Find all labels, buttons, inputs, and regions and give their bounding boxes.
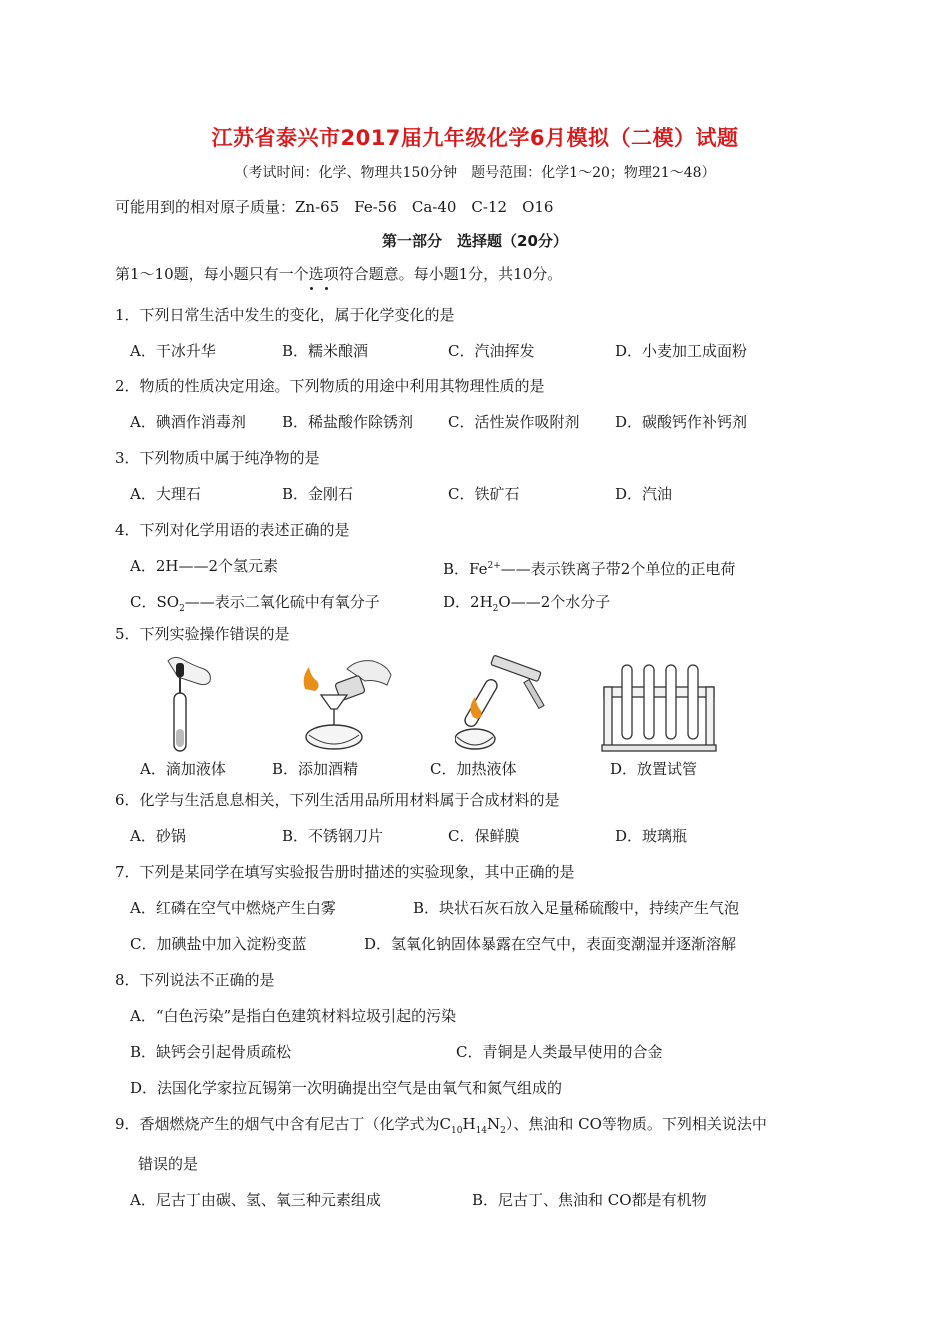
dropper-figure	[150, 655, 220, 755]
question-9-stem-continued: 错误的是	[138, 1155, 199, 1173]
heating-tube-figure	[455, 655, 555, 755]
q6-option-b[interactable]: B．不锈钢刀片	[282, 827, 384, 845]
section-title: 第一部分 选择题（20分）	[382, 232, 568, 250]
question-5-stem: 5．下列实验操作错误的是	[115, 625, 290, 643]
q8-option-b[interactable]: B．缺钙会引起骨质疏松	[130, 1043, 292, 1061]
q7-option-d[interactable]: D．氢氧化钠固体暴露在空气中，表面变潮湿并逐渐溶解	[364, 935, 737, 953]
q5-option-c[interactable]: C．加热液体	[430, 760, 517, 778]
q8-option-a[interactable]: A．“白色污染”是指白色建筑材料垃圾引起的污染	[130, 1007, 457, 1025]
q3-option-a[interactable]: A．大理石	[130, 485, 201, 503]
q8-option-c[interactable]: C．青铜是人类最早使用的合金	[456, 1043, 663, 1061]
q2-option-b[interactable]: B．稀盐酸作除锈剂	[282, 413, 414, 431]
question-3-stem: 3．下列物质中属于纯净物的是	[115, 449, 320, 467]
q9-option-b[interactable]: B．尼古丁、焦油和 CO都是有机物	[472, 1191, 707, 1209]
q6-option-d[interactable]: D．玻璃瓶	[615, 827, 688, 845]
q4-option-d[interactable]: D．$2H_2O——2$个水分子	[443, 593, 611, 614]
q2-option-a[interactable]: A．碘酒作消毒剂	[130, 413, 246, 431]
exam-subtitle: （考试时间：化学、物理共150分钟 题号范围：化学1～20；物理21～48）	[234, 165, 716, 181]
q3-option-d[interactable]: D．汽油	[615, 485, 673, 503]
q3-option-c[interactable]: C．铁矿石	[448, 485, 520, 503]
q6-option-a[interactable]: A．砂锅	[130, 827, 186, 845]
q9-option-a[interactable]: A．尼古丁由碳、氢、氧三种元素组成	[130, 1191, 381, 1209]
q3-option-b[interactable]: B．金刚石	[282, 485, 354, 503]
test-tube-rack-figure	[600, 663, 718, 753]
page-title: 江苏省泰兴市2017届九年级化学6月模拟（二模）试题	[211, 126, 739, 150]
atomic-masses: 可能用到的相对原子质量：Zn-65 Fe-56 Ca-40 C-12 O16	[115, 198, 554, 216]
q4-option-c[interactable]: C．$SO_2——$表示二氧化硫中有氧分子	[130, 593, 380, 614]
question-1-stem: 1．下列日常生活中发生的变化，属于化学变化的是	[115, 306, 455, 324]
q4-option-b[interactable]: B．$Fe^{2+}——$表示铁离子带2个单位的正电荷	[443, 560, 736, 578]
question-7-stem: 7．下列是某同学在填写实验报告册时描述的实验现象，其中正确的是	[115, 863, 575, 881]
q1-option-b[interactable]: B．糯米酿酒	[282, 342, 369, 360]
q8-option-d[interactable]: D．法国化学家拉瓦锡第一次明确提出空气是由氧气和氮气组成的	[130, 1079, 563, 1097]
question-9-stem: 9．香烟燃烧产生的烟气中含有尼古丁（化学式为$C_{10}H_{14}N_2$）、焦油和 CO等物质。下列相关说法中	[115, 1115, 767, 1136]
q1-option-d[interactable]: D．小麦加工成面粉	[615, 342, 748, 360]
q2-option-d[interactable]: D．碳酸钙作补钙剂	[615, 413, 748, 431]
q1-option-c[interactable]: C．汽油挥发	[448, 342, 535, 360]
q7-option-a[interactable]: A．红磷在空气中燃烧产生白雾	[130, 899, 336, 917]
q6-option-c[interactable]: C．保鲜膜	[448, 827, 520, 845]
q1-option-a[interactable]: A．干冰升华	[130, 342, 216, 360]
q7-option-c[interactable]: C．加碘盐中加入淀粉变蓝	[130, 935, 307, 953]
emphasis-dot	[310, 287, 313, 290]
q4-option-a[interactable]: A．2H——2个氢元素	[130, 557, 279, 575]
lab-figures	[0, 655, 950, 755]
alcohol-lamp-figure	[285, 655, 395, 755]
instructions: 第1～10题，每小题只有一个选项符合题意。每小题1分，共10分。	[115, 265, 563, 283]
question-2-stem: 2．物质的性质决定用途。下列物质的用途中利用其物理性质的是	[115, 377, 545, 395]
q2-option-c[interactable]: C．活性炭作吸附剂	[448, 413, 580, 431]
q7-option-b[interactable]: B．块状石灰石放入足量稀硫酸中，持续产生气泡	[413, 899, 740, 917]
q5-option-a[interactable]: A．滴加液体	[140, 760, 226, 778]
q5-option-b[interactable]: B．添加酒精	[272, 760, 359, 778]
question-6-stem: 6．化学与生活息息相关，下列生活用品所用材料属于合成材料的是	[115, 791, 560, 809]
question-4-stem: 4．下列对化学用语的表述正确的是	[115, 521, 350, 539]
q5-option-d[interactable]: D．放置试管	[610, 760, 698, 778]
emphasis-dot	[325, 287, 328, 290]
question-8-stem: 8．下列说法不正确的是	[115, 971, 275, 989]
